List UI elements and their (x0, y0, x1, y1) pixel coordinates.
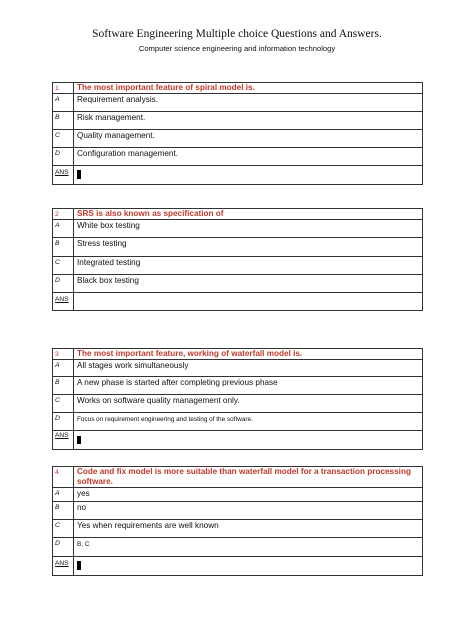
option-text: yes (74, 488, 423, 502)
question-row (53, 83, 423, 94)
answer-label: ANS (53, 557, 74, 576)
option-row (53, 257, 423, 275)
option-text: A new phase is started after completing previous phase (74, 377, 423, 395)
option-key: C (53, 395, 74, 413)
question-row (53, 209, 423, 220)
question-text: The most important feature of spiral model is. (74, 83, 423, 94)
option-key: D (53, 413, 74, 431)
option-text: Configuration management. (74, 148, 423, 166)
option-key: A (53, 360, 74, 377)
option-row (53, 395, 423, 413)
question-row (53, 467, 423, 488)
answer-label: ANS (53, 166, 74, 185)
option-text: Risk management. (74, 112, 423, 130)
option-row (53, 220, 423, 238)
option-text: no (74, 502, 423, 520)
answer-cell (74, 557, 423, 576)
answer-row (53, 293, 423, 311)
question-table-2 (52, 208, 423, 311)
question-number: 4 (53, 467, 74, 488)
option-row (53, 130, 423, 148)
option-row (53, 360, 423, 377)
document-title: Software Engineering Multiple choice Questions and Answers. (92, 28, 382, 40)
option-key: C (53, 130, 74, 148)
question-text: SRS is also known as specification of (74, 209, 423, 220)
option-text: Stress testing (74, 238, 423, 257)
answer-label: ANS (53, 293, 74, 311)
option-key: C (53, 257, 74, 275)
question-number: 2 (53, 209, 74, 220)
option-row (53, 94, 423, 112)
answer-row (53, 431, 423, 450)
answer-label: ANS (53, 431, 74, 450)
option-text: Focus on requirement engineering and testing of the software. (74, 413, 423, 431)
answer-marker (77, 436, 81, 444)
option-key: D (53, 275, 74, 293)
option-row (53, 238, 423, 257)
option-text: Integrated testing (74, 257, 423, 275)
option-text: Quality management. (74, 130, 423, 148)
option-text: White box testing (74, 220, 423, 238)
option-row (53, 488, 423, 502)
option-key: B (53, 502, 74, 520)
answer-row (53, 166, 423, 185)
option-key: B (53, 112, 74, 130)
option-text: Requirement analysis. (74, 94, 423, 112)
answer-cell (74, 166, 423, 185)
answer-cell (74, 431, 423, 450)
option-row (53, 275, 423, 293)
option-text: Works on software quality management only. (74, 395, 423, 413)
option-row (53, 538, 423, 557)
question-table-3 (52, 348, 423, 450)
option-key: B (53, 377, 74, 395)
option-key: D (53, 148, 74, 166)
question-table-4 (52, 466, 423, 576)
answer-cell (74, 293, 423, 311)
question-table-1 (52, 82, 423, 185)
option-text: Yes when requirements are well known (74, 520, 423, 538)
answer-row (53, 557, 423, 576)
question-number: 1 (53, 83, 74, 94)
option-key: D (53, 538, 74, 557)
option-text: B, C (74, 538, 423, 557)
answer-marker (77, 561, 81, 570)
option-key: A (53, 220, 74, 238)
option-row (53, 520, 423, 538)
option-key: B (53, 238, 74, 257)
question-text: The most important feature, working of waterfall model is. (74, 349, 423, 360)
question-text: Code and fix model is more suitable than waterfall model for a transaction processing software. (74, 467, 423, 488)
option-row (53, 413, 423, 431)
question-row (53, 349, 423, 360)
document-subtitle: Computer science engineering and information technology (138, 44, 336, 53)
answer-marker (77, 170, 81, 179)
option-key: C (53, 520, 74, 538)
option-text: Black box testing (74, 275, 423, 293)
option-row (53, 112, 423, 130)
option-key: A (53, 488, 74, 502)
option-row (53, 377, 423, 395)
question-number: 3 (53, 349, 74, 360)
option-text: All stages work simultaneously (74, 360, 423, 377)
option-row (53, 502, 423, 520)
option-key: A (53, 94, 74, 112)
option-row (53, 148, 423, 166)
